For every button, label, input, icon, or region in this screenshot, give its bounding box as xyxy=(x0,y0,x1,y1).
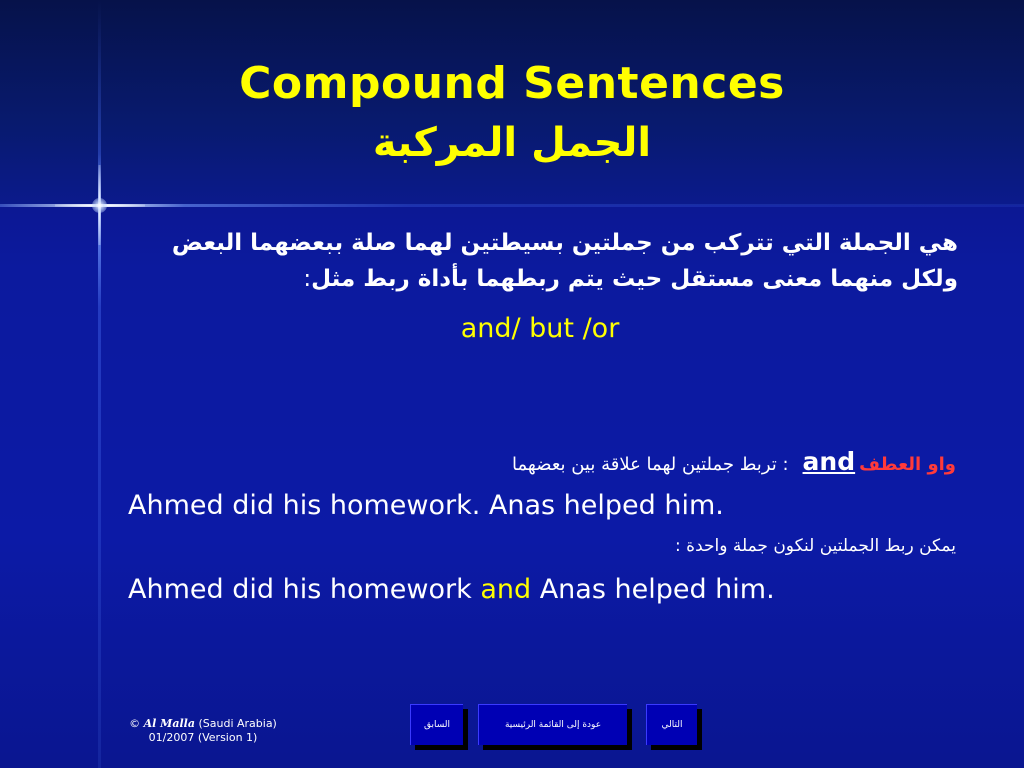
light-flare-icon xyxy=(92,198,107,213)
footer-country: (Saudi Arabia) xyxy=(198,717,277,730)
conjunction-list: and/ but /or xyxy=(460,313,620,344)
definition-line-2-suffix: مثل xyxy=(311,266,364,292)
example-2-part-1: Ahmed did his homework xyxy=(128,574,481,605)
definition-line-2-bold: بأداة ربط xyxy=(363,266,469,292)
home-menu-button[interactable]: عودة إلى القائمة الرئيسية xyxy=(478,704,627,745)
copyright-symbol: © xyxy=(129,717,141,730)
footer-line-1 xyxy=(128,717,278,731)
slide-title-english: Compound Sentences xyxy=(239,58,785,109)
example-2-and: and xyxy=(480,574,532,605)
example-sentence-2 xyxy=(128,574,775,605)
next-button[interactable]: التالي xyxy=(646,704,697,745)
example-2-part-2: Anas helped him. xyxy=(531,574,775,605)
definition-line-1: هي الجملة التي تتركب من جملتين بسيطتين لهما صلة ببعضهما البعض xyxy=(171,230,958,256)
and-description: : تربط جملتين لهما علاقة بين بعضهما xyxy=(512,454,789,475)
and-label-arabic: واو العطف xyxy=(859,454,956,475)
decorative-horizontal-line xyxy=(0,204,1024,207)
definition-line-2-prefix: ولكل منهما معنى مستقل حيث يتم ربطهما xyxy=(468,266,958,292)
definition-line-2-colon: : xyxy=(303,266,312,292)
footer-credit xyxy=(128,717,278,745)
join-instruction: يمكن ربط الجملتين لنكون جملة واحدة : xyxy=(675,536,956,556)
example-sentence-1: Ahmed did his homework. Anas helped him. xyxy=(128,490,724,521)
footer-version: 01/2007 (Version 1) xyxy=(148,731,258,744)
previous-button[interactable]: السابق xyxy=(410,704,463,745)
definition-line-2 xyxy=(138,266,958,292)
footer-brand: Al Malla xyxy=(143,717,195,730)
and-keyword: and xyxy=(802,447,856,476)
and-definition xyxy=(136,447,956,476)
decorative-vertical-line xyxy=(98,0,101,768)
slide-title-arabic: الجمل المركبة xyxy=(372,120,652,166)
